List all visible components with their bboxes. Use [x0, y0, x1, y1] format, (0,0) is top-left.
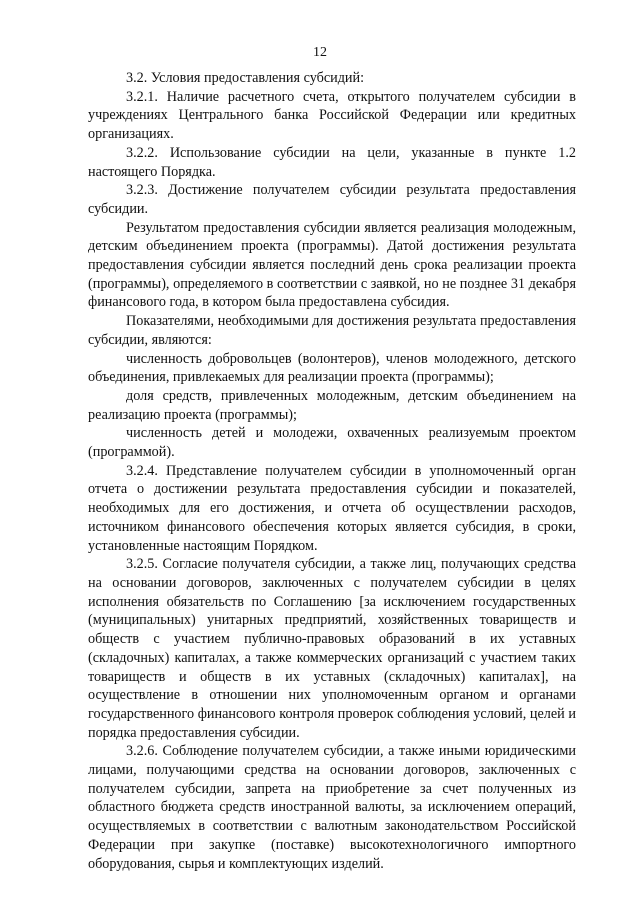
page-number: 12	[313, 45, 327, 60]
indicator-youth-coverage: численность детей и молодежи, охваченных реализуемым проектом (программой).	[88, 425, 576, 461]
indicator-volunteers: численность добровольцев (волонтеров), членов молодежного, детского объединения, привлекаемых для реализации проекта (программы);	[88, 350, 576, 386]
indicators-intro-paragraph: Показателями, необходимыми для достижения результата предоставления субсидии, являются:	[88, 313, 576, 348]
clause-3-2-5: 3.2.5. Согласие получателя субсидии, а также лиц, получающих средства на основании договоров, заключенных с получателем субсидии в целях исполнения обязательств по Соглашению [за исключением государственных (муниципальных) унитарных предприятий, хозяйственных товариществ и обществ с участием публично-правовых образований в их уставных (складочных) капиталах, а также коммерческих организаций с участием таких товариществ и обществ в их уставных (складочных) капиталах], на осуществление в отношении них уполномоченным органом и органами государственного финансового контроля проверок соблюдения условий, целей и порядка предоставления субсидии.	[88, 556, 576, 741]
clause-3-2-1: 3.2.1. Наличие расчетного счета, открытого получателем субсидии в учреждениях Центрального банка Российской Федерации или кредитных организациях.	[88, 88, 576, 143]
clause-3-2-4: 3.2.4. Представление получателем субсидии в уполномоченный орган отчета о достижении результата предоставления субсидии и показателей, необходимых для его достижения, и отчета об осуществлении расходов, источником финансового обеспечения которых является субсидия, в сроки, установленные настоящим Порядком.	[88, 462, 576, 554]
clause-3-2-3: 3.2.3. Достижение получателем субсидии результата предоставления субсидии.	[88, 182, 576, 217]
clause-3-2-2: 3.2.2. Использование субсидии на цели, указанные в пункте 1.2 настоящего Порядка.	[88, 144, 576, 180]
indicator-funds-share: доля средств, привлеченных молодежным, детским объединением на реализацию проекта (программы);	[88, 387, 576, 423]
document-body	[88, 69, 576, 873]
clause-3-2-6: 3.2.6. Соблюдение получателем субсидии, а также иными юридическими лицами, получающими средства на основании договоров, заключенных с получателем субсидии, запрета на приобретение за счет полученных из областного бюджета средств иностранной валюты, за исключением операций, осуществляемых в соответствии с валютным законодательством Российской Федерации при закупке (поставке) высокотехнологичного импортного оборудования, сырья и комплектующих изделий.	[88, 743, 576, 872]
section-heading-3-2: 3.2. Условия предоставления субсидий:	[126, 70, 365, 86]
result-definition-paragraph: Результатом предоставления субсидии является реализация молодежным, детским объединением проекта (программы). Датой достижения результата предоставления субсидии является последний день срока реализации проекта (программы), определяемого в соответствии с заявкой, но не позднее 31 декабря финансового года, в котором была предоставлена субсидия.	[88, 219, 576, 311]
